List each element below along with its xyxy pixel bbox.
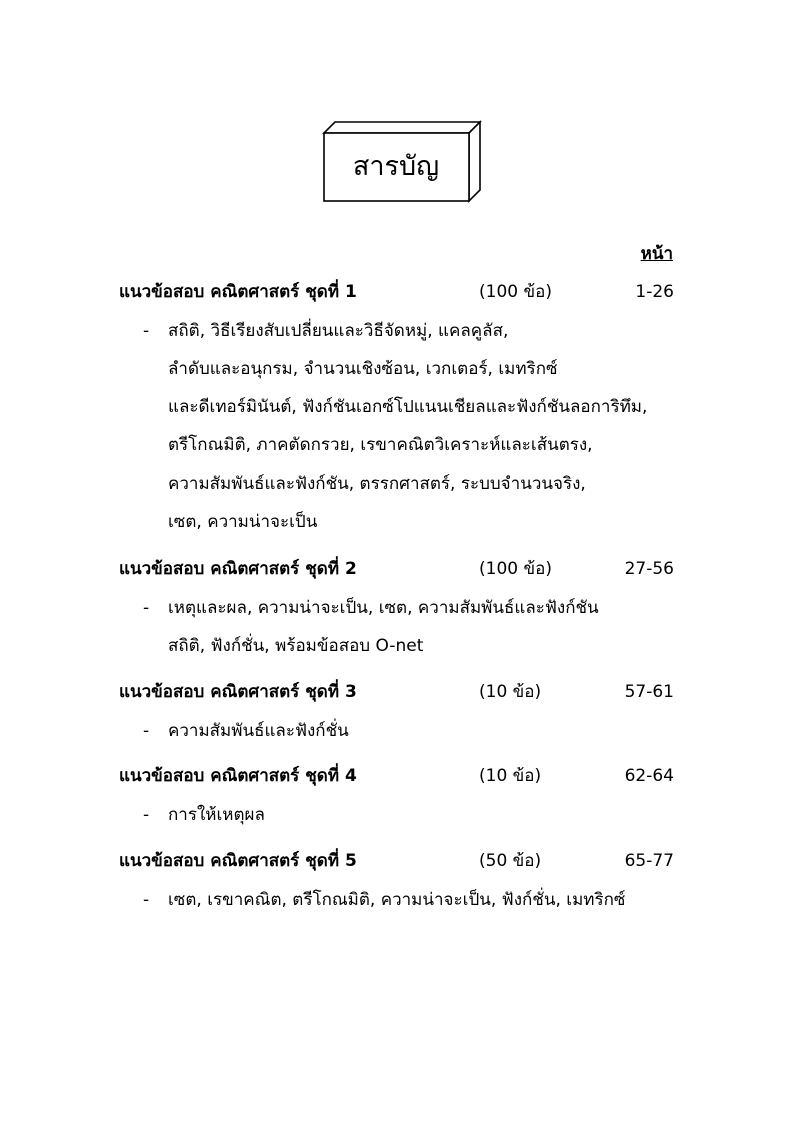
title-box <box>322 120 482 204</box>
topic-line: สถิติ, วิธีเรียงสับเปลี่ยนและวิธีจัดหมู่, แคลคูลัส, <box>168 321 509 341</box>
topic-line: ความสัมพันธ์และฟังก์ชั่น <box>168 721 349 741</box>
entry-page-range: 1-26 <box>635 282 674 302</box>
topic-line: ความสัมพันธ์และฟังก์ชัน, ตรรกศาสตร์, ระบบจำนวนจริง, <box>168 474 586 494</box>
topic-line: ตรีโกณมิติ, ภาคตัดกรวย, เรขาคณิตวิเคราะห์และเส้นตรง, <box>168 435 593 455</box>
bullet-dash: - <box>143 598 150 618</box>
entry-question-count: (100 ข้อ) <box>479 282 552 302</box>
entry-title: แนวข้อสอบ คณิตศาสตร์ ชุดที่ 4 <box>119 766 357 786</box>
topic-line: การให้เหตุผล <box>168 805 265 825</box>
entry-title: แนวข้อสอบ คณิตศาสตร์ ชุดที่ 5 <box>119 851 357 871</box>
entry-page-range: 27-56 <box>624 559 674 579</box>
bullet-dash: - <box>143 321 150 341</box>
entry-title: แนวข้อสอบ คณิตศาสตร์ ชุดที่ 1 <box>119 282 357 302</box>
topic-line: เหตุและผล, ความน่าจะเป็น, เซต, ความสัมพันธ์และฟังก์ชัน <box>168 598 599 618</box>
bullet-dash: - <box>143 805 150 825</box>
topic-line: สถิติ, ฟังก์ชั่น, พร้อมข้อสอบ O-net <box>168 636 424 656</box>
toc-entry-1[interactable] <box>119 279 674 305</box>
bullet-dash: - <box>143 890 150 910</box>
page-column-header: หน้า <box>640 244 673 264</box>
topic-line: เซต, ความน่าจะเป็น <box>168 512 318 532</box>
page-title: สารบัญ <box>352 151 440 182</box>
bullet-dash: - <box>143 721 150 741</box>
entry-page-range: 65-77 <box>624 851 674 871</box>
toc-entry-2[interactable] <box>119 556 674 582</box>
topic-line: เซต, เรขาคณิต, ตรีโกณมิติ, ความน่าจะเป็น, ฟังก์ชั่น, เมทริกซ์ <box>168 890 626 910</box>
toc-entry-5[interactable] <box>119 848 674 874</box>
toc-entry-4[interactable] <box>119 763 674 789</box>
toc-entry-3[interactable] <box>119 679 674 705</box>
entry-title: แนวข้อสอบ คณิตศาสตร์ ชุดที่ 3 <box>119 682 357 702</box>
topic-line: และดีเทอร์มินันต์, ฟังก์ชันเอกซ์โปแนนเชียลและฟังก์ชันลอการิทึม, <box>168 397 648 417</box>
entry-question-count: (10 ข้อ) <box>479 682 542 702</box>
entry-page-range: 57-61 <box>624 682 674 702</box>
entry-question-count: (100 ข้อ) <box>479 559 552 579</box>
entry-title: แนวข้อสอบ คณิตศาสตร์ ชุดที่ 2 <box>119 559 357 579</box>
topic-line: ลำดับและอนุกรม, จำนวนเชิงซ้อน, เวกเตอร์, เมทริกซ์ <box>168 359 558 379</box>
entry-question-count: (10 ข้อ) <box>479 766 542 786</box>
entry-page-range: 62-64 <box>624 766 674 786</box>
entry-question-count: (50 ข้อ) <box>479 851 542 871</box>
